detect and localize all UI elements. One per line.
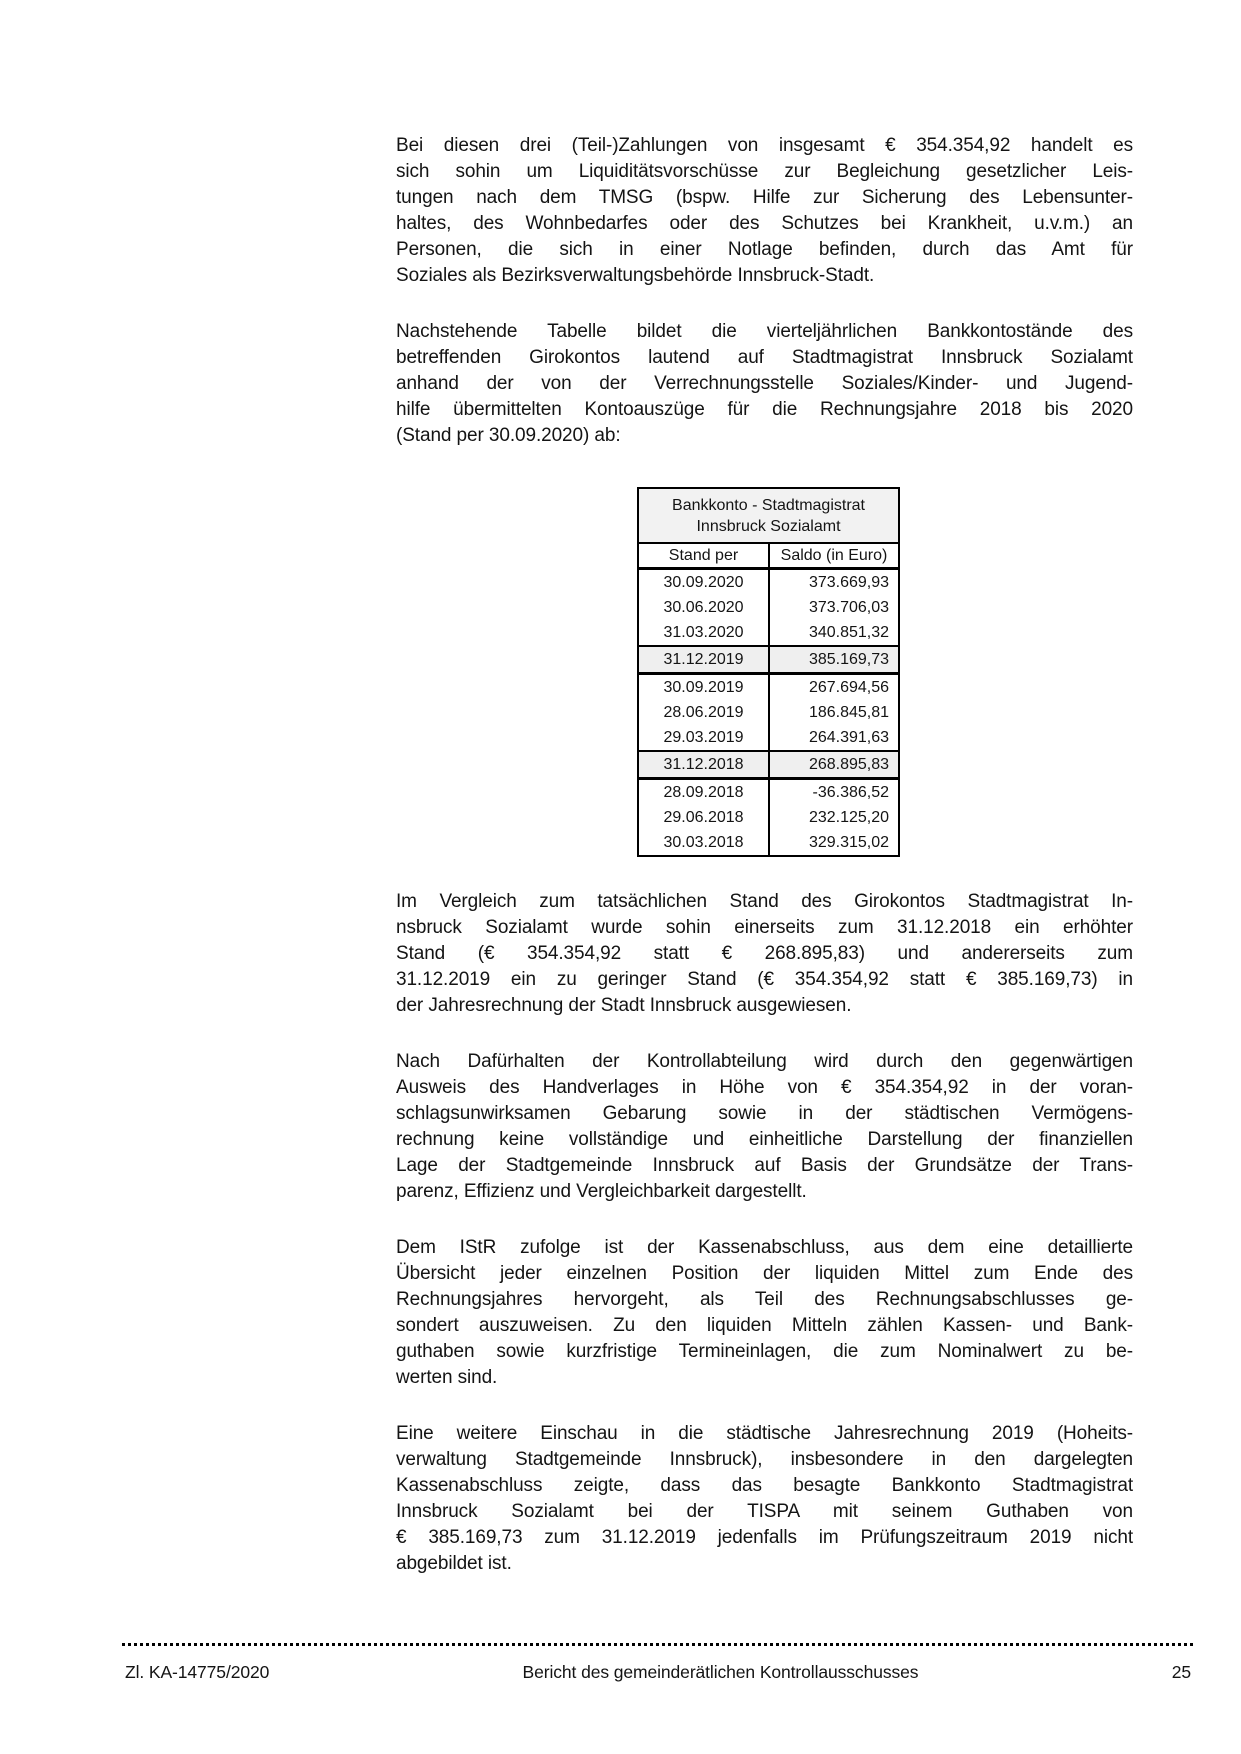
table-header-row	[638, 543, 899, 569]
text-line: nsbruck Sozialamt wurde sohin einerseits zum 31.12.2018 ein erhöhter	[396, 917, 1133, 938]
cell-saldo: 340.851,32	[769, 620, 899, 646]
paragraph-6	[396, 1421, 1133, 1577]
text-line: schlagsunwirksamen Gebarung sowie in der städtischen Vermögens-	[396, 1103, 1133, 1124]
table-row	[638, 830, 899, 856]
cell-stand-per: 30.03.2018	[663, 834, 744, 851]
paragraph-1	[396, 133, 1133, 289]
footer-reference: Zl. KA-14775/2020	[125, 1662, 270, 1682]
cell-stand-per: 31.03.2020	[663, 624, 744, 641]
text-line: tungen nach dem TMSG (bspw. Hilfe zur Sicherung des Lebensunter-	[396, 187, 1133, 208]
cell-stand-per: 31.12.2019	[638, 646, 769, 674]
cell-stand-per: 31.12.2018	[638, 751, 769, 779]
paragraph-3	[396, 889, 1133, 1019]
text-line: Nachstehende Tabelle bildet die vierteljährlichen Bankkontostände des	[396, 321, 1133, 342]
text-line: Bei diesen drei (Teil-)Zahlungen von insgesamt € 354.354,92 handelt es	[396, 135, 1133, 156]
cell-stand-per: 29.06.2018	[663, 809, 744, 826]
cell-saldo: 232.125,20	[769, 805, 899, 830]
text-line: guthaben sowie kurzfristige Termineinlagen, die zum Nominalwert zu be-	[396, 1341, 1133, 1362]
text-line: Soziales als Bezirksverwaltungsbehörde Innsbruck-Stadt.	[396, 265, 875, 286]
cell-saldo: -36.386,52	[769, 779, 899, 806]
text-line: Lage der Stadtgemeinde Innsbruck auf Basis der Grundsätze der Trans-	[396, 1155, 1133, 1176]
table-row	[638, 779, 899, 806]
text-line: € 385.169,73 zum 31.12.2019 jedenfalls im Prüfungszeitraum 2019 nicht	[396, 1527, 1133, 1548]
text-line: betreffenden Girokontos lautend auf Stadtmagistrat Innsbruck Sozialamt	[396, 347, 1133, 368]
table-title	[638, 488, 899, 543]
page-footer	[125, 1662, 1191, 1683]
text-line: sondert auszuweisen. Zu den liquiden Mitteln zählen Kassen- und Bank-	[396, 1315, 1133, 1336]
text-line: Dem IStR zufolge ist der Kassenabschluss, aus dem eine detaillierte	[396, 1237, 1133, 1258]
table-row	[638, 674, 899, 701]
cell-stand-per: 30.06.2020	[663, 599, 744, 616]
cell-stand-per: 30.09.2019	[663, 679, 744, 696]
text-line: hilfe übermittelten Kontoauszüge für die Rechnungsjahre 2018 bis 2020	[396, 399, 1133, 420]
table-row	[638, 620, 899, 646]
text-line: parenz, Effizienz und Vergleichbarkeit dargestellt.	[396, 1181, 807, 1202]
text-line: Im Vergleich zum tatsächlichen Stand des Girokontos Stadtmagistrat In-	[396, 891, 1133, 912]
cell-saldo: 373.706,03	[769, 595, 899, 620]
footer-title: Bericht des gemeinderätlichen Kontrollausschusses	[522, 1662, 919, 1682]
table-title-row	[638, 488, 899, 543]
text-line: Eine weitere Einschau in die städtische Jahresrechnung 2019 (Hoheits-	[396, 1423, 1133, 1444]
cell-saldo: 264.391,63	[769, 725, 899, 751]
text-line: abgebildet ist.	[396, 1553, 512, 1574]
paragraph-4	[396, 1049, 1133, 1205]
footer-page-number: 25	[1171, 1662, 1191, 1682]
text-line: Rechnungsjahres hervorgeht, als Teil des Rechnungsabschlusses ge-	[396, 1289, 1133, 1310]
cell-saldo: 267.694,56	[769, 674, 899, 701]
cell-stand-per: 30.09.2020	[663, 574, 744, 591]
text-line: der Jahresrechnung der Stadt Innsbruck ausgewiesen.	[396, 995, 852, 1016]
cell-stand-per: 28.09.2018	[663, 784, 744, 801]
text-line: Nach Dafürhalten der Kontrollabteilung wird durch den gegenwärtigen	[396, 1051, 1133, 1072]
footer-dotted-divider	[122, 1643, 1195, 1646]
text-line: Personen, die sich in einer Notlage befinden, durch das Amt für	[396, 239, 1133, 260]
paragraph-2	[396, 319, 1133, 449]
text-line: Kassenabschluss zeigte, dass das besagte Bankkonto Stadtmagistrat	[396, 1475, 1133, 1496]
text-line: (Stand per 30.09.2020) ab:	[396, 425, 621, 446]
cell-stand-per: 29.03.2019	[663, 729, 744, 746]
cell-saldo: 385.169,73	[769, 646, 899, 674]
text-line: Innsbruck Sozialamt bei der TISPA mit seinem Guthaben von	[396, 1501, 1133, 1522]
text-line: werten sind.	[396, 1367, 498, 1388]
table-row	[638, 805, 899, 830]
table-row	[638, 595, 899, 620]
paragraph-5	[396, 1235, 1133, 1391]
cell-saldo: 329.315,02	[769, 830, 899, 856]
text-line: rechnung keine vollständige und einheitliche Darstellung der finanziellen	[396, 1129, 1133, 1150]
cell-saldo: 268.895,83	[769, 751, 899, 779]
text-line: sich sohin um Liquiditätsvorschüsse zur Begleichung gesetzlicher Leis-	[396, 161, 1133, 182]
table-row	[638, 751, 899, 779]
table-row	[638, 646, 899, 674]
text-line: verwaltung Stadtgemeinde Innsbruck), insbesondere in den dargelegten	[396, 1449, 1133, 1470]
table-row	[638, 700, 899, 725]
text-line: Übersicht jeder einzelnen Position der liquiden Mittel zum Ende des	[396, 1263, 1133, 1284]
text-line: Stand (€ 354.354,92 statt € 268.895,83) und andererseits zum	[396, 943, 1133, 964]
bank-balance-table	[637, 487, 900, 857]
column-header-saldo: Saldo (in Euro)	[769, 543, 899, 569]
text-line: 31.12.2019 ein zu geringer Stand (€ 354.354,92 statt € 385.169,73) in	[396, 969, 1133, 990]
text-line: Ausweis des Handverlages in Höhe von € 354.354,92 in der voran-	[396, 1077, 1133, 1098]
cell-saldo: 186.845,81	[769, 700, 899, 725]
document-body	[396, 133, 1133, 1607]
text-line: haltes, des Wohnbedarfes oder des Schutzes bei Krankheit, u.v.m.) an	[396, 213, 1133, 234]
cell-stand-per: 28.06.2019	[663, 704, 744, 721]
cell-saldo: 373.669,93	[769, 569, 899, 596]
bank-balance-table-wrap	[637, 487, 1133, 857]
text-line: Bankkonto - Stadtmagistrat	[672, 497, 865, 514]
table-row	[638, 569, 899, 596]
text-line: anhand der von der Verrechnungsstelle Soziales/Kinder- und Jugend-	[396, 373, 1133, 394]
table-row	[638, 725, 899, 751]
column-header-stand-per: Stand per	[638, 543, 769, 569]
text-line: Innsbruck Sozialamt	[696, 518, 841, 535]
